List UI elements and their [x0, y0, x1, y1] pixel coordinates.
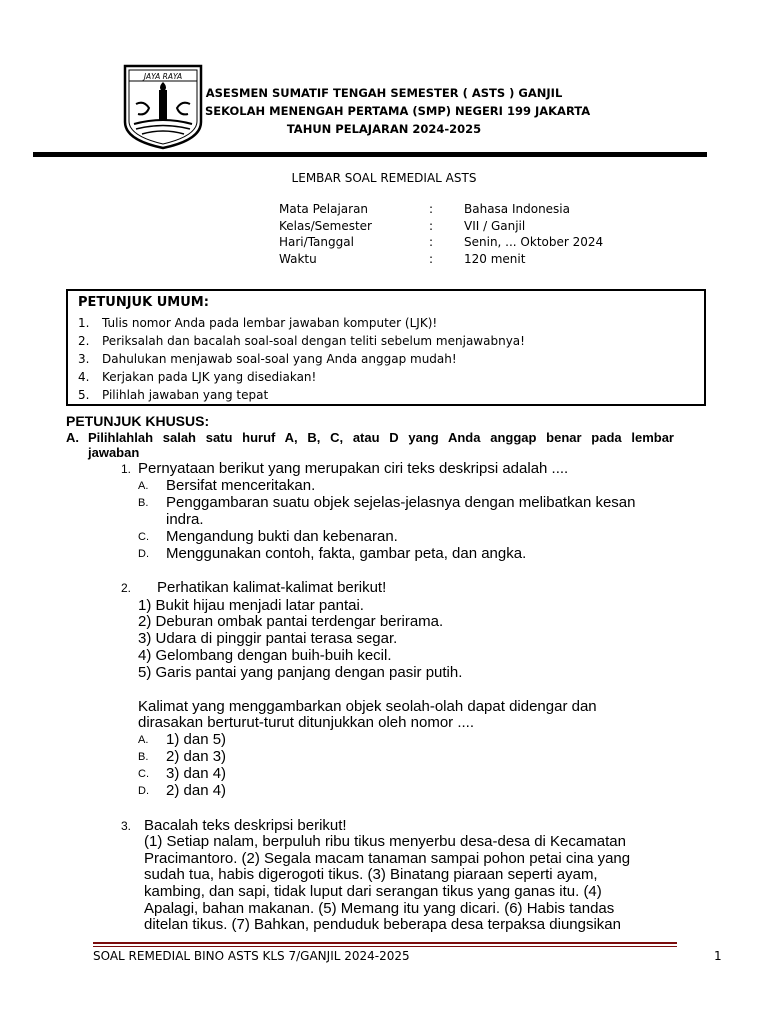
item-number: 1. [78, 316, 90, 330]
general-instruction-item [78, 334, 525, 348]
q1-option-c: Mengandung bukti dan kebenaran. [166, 528, 398, 545]
meta-colon: : [429, 202, 434, 216]
item-number: 4. [78, 370, 90, 384]
q3-passage-line-1: (1) Setiap nalam, berpuluh ribu tikus menyerbu desa-desa di Kecamatan [144, 833, 626, 850]
q2-prompt-line-2: dirasakan berturut-turut ditunjukkan oleh nomor .... [138, 714, 475, 731]
meta-value: Senin, ... Oktober 2024 [464, 235, 604, 249]
meta-label: Waktu [279, 252, 317, 266]
question-1-number: 1. [121, 462, 132, 476]
q2-prompt-line-1: Kalimat yang menggambarkan objek seolah-olah dapat didengar dan [138, 698, 597, 715]
q1-option-b-cont: indra. [166, 511, 204, 528]
q2-option-d: 2) dan 4) [166, 782, 227, 799]
q3-passage-line-5: Apalagi, bahan makanan. (5) Memang itu yang dicari. (6) Habis tandas [144, 900, 615, 917]
option-letter: C. [138, 768, 149, 780]
item-text: Periksalah dan bacalah soal-soal dengan teliti sebelum menjawabnya! [102, 334, 525, 348]
footer-rule-thin [93, 946, 677, 947]
question-3-text: Bacalah teks deskripsi berikut! [144, 817, 347, 834]
q2-sentence-2: 2) Deburan ombak pantai terdengar berirama. [138, 613, 444, 630]
question-2-text: Perhatikan kalimat-kalimat berikut! [157, 579, 387, 596]
meta-value: 120 menit [464, 252, 526, 266]
logo-text: JAYA RAYA [143, 72, 183, 81]
q1-option-a: Bersifat menceritakan. [166, 477, 316, 494]
meta-colon: : [429, 235, 434, 249]
general-instructions-box [66, 289, 706, 406]
q3-passage-line-2: Pracimantoro. (2) Segala macam tanaman sampai pohon petai cina yang [144, 850, 631, 867]
general-instructions-title: PETUNJUK UMUM: [78, 295, 209, 310]
general-instruction-item [78, 316, 437, 330]
general-instruction-item [78, 352, 457, 366]
q3-passage-line-3: sudah tua, habis digerogoti tikus. (3) Binatang piaraan seperti ayam, [144, 866, 598, 883]
general-instruction-item [78, 388, 268, 402]
question-1-text: Pernyataan berikut yang merupakan ciri teks deskripsi adalah .... [138, 460, 569, 477]
header-academic-year: TAHUN PELAJARAN 2024-2025 [286, 122, 482, 136]
item-number: 3. [78, 352, 90, 366]
q2-option-a: 1) dan 5) [166, 731, 227, 748]
header-school-name: SEKOLAH MENENGAH PERTAMA (SMP) NEGERI 199 JAKARTA [205, 104, 591, 118]
q2-sentence-1: 1) Bukit hijau menjadi latar pantai. [138, 597, 364, 614]
option-letter: D. [138, 785, 149, 797]
meta-label: Kelas/Semester [279, 219, 372, 233]
q2-sentence-5: 5) Garis pantai yang panjang dengan pasir putih. [138, 664, 463, 681]
item-text: Kerjakan pada LJK yang disediakan! [102, 370, 317, 384]
q3-passage-line-6: ditelan tikus. (7) Bahkan, penduduk beberapa desa terpaksa diungsikan [144, 916, 621, 933]
item-text: Dahulukan menjawab soal-soal yang Anda anggap mudah! [102, 352, 457, 366]
jakarta-crest-logo [122, 64, 204, 150]
option-letter: B. [138, 751, 149, 763]
meta-label: Hari/Tanggal [279, 235, 354, 249]
footer-text: SOAL REMEDIAL BINO ASTS KLS 7/GANJIL 2024-2025 [93, 949, 410, 963]
q2-sentence-3: 3) Udara di pinggir pantai terasa segar. [138, 630, 398, 647]
item-number: 5. [78, 388, 90, 402]
section-a-instruction-cont: jawaban [88, 445, 140, 460]
meta-label: Mata Pelajaran [279, 202, 369, 216]
meta-value: VII / Ganjil [464, 219, 526, 233]
header-rule [33, 152, 707, 157]
question-2-number: 2. [121, 581, 132, 595]
header-title-line-1: ASESMEN SUMATIF TENGAH SEMESTER ( ASTS ) GANJIL [205, 86, 563, 100]
q3-passage-line-4: kambing, dan sapi, tidak luput dari serangan tikus yang ganas itu. (4) [144, 883, 602, 900]
page-number: 1 [714, 949, 722, 963]
sheet-title: LEMBAR SOAL REMEDIAL ASTS [291, 171, 477, 185]
footer-rule [93, 942, 677, 944]
specific-instructions-title: PETUNJUK KHUSUS: [66, 413, 210, 429]
item-text: Tulis nomor Anda pada lembar jawaban komputer (LJK)! [102, 316, 438, 330]
q1-option-b: Penggambaran suatu objek sejelas-jelasnya dengan melibatkan kesan [166, 494, 636, 511]
section-a-instruction: Pilihlahlah salah satu huruf A, B, C, atau D yang Anda anggap benar pada lembar [88, 430, 674, 445]
q1-option-d: Menggunakan contoh, fakta, gambar peta, dan angka. [166, 545, 527, 562]
option-letter: A. [138, 480, 149, 492]
meta-colon: : [429, 219, 434, 233]
q2-option-c: 3) dan 4) [166, 765, 227, 782]
meta-colon: : [429, 252, 434, 266]
option-letter: C. [138, 531, 149, 543]
question-3-number: 3. [121, 819, 132, 833]
option-letter: B. [138, 497, 149, 509]
meta-value: Bahasa Indonesia [464, 202, 570, 216]
q2-option-b: 2) dan 3) [166, 748, 227, 765]
option-letter: D. [138, 548, 149, 560]
general-instruction-item [78, 370, 316, 384]
q2-sentence-4: 4) Gelombang dengan buih-buih kecil. [138, 647, 392, 664]
item-number: 2. [78, 334, 90, 348]
option-letter: A. [138, 734, 149, 746]
item-text: Pilihlah jawaban yang tepat [102, 388, 269, 402]
section-a-letter: A. [66, 430, 79, 445]
